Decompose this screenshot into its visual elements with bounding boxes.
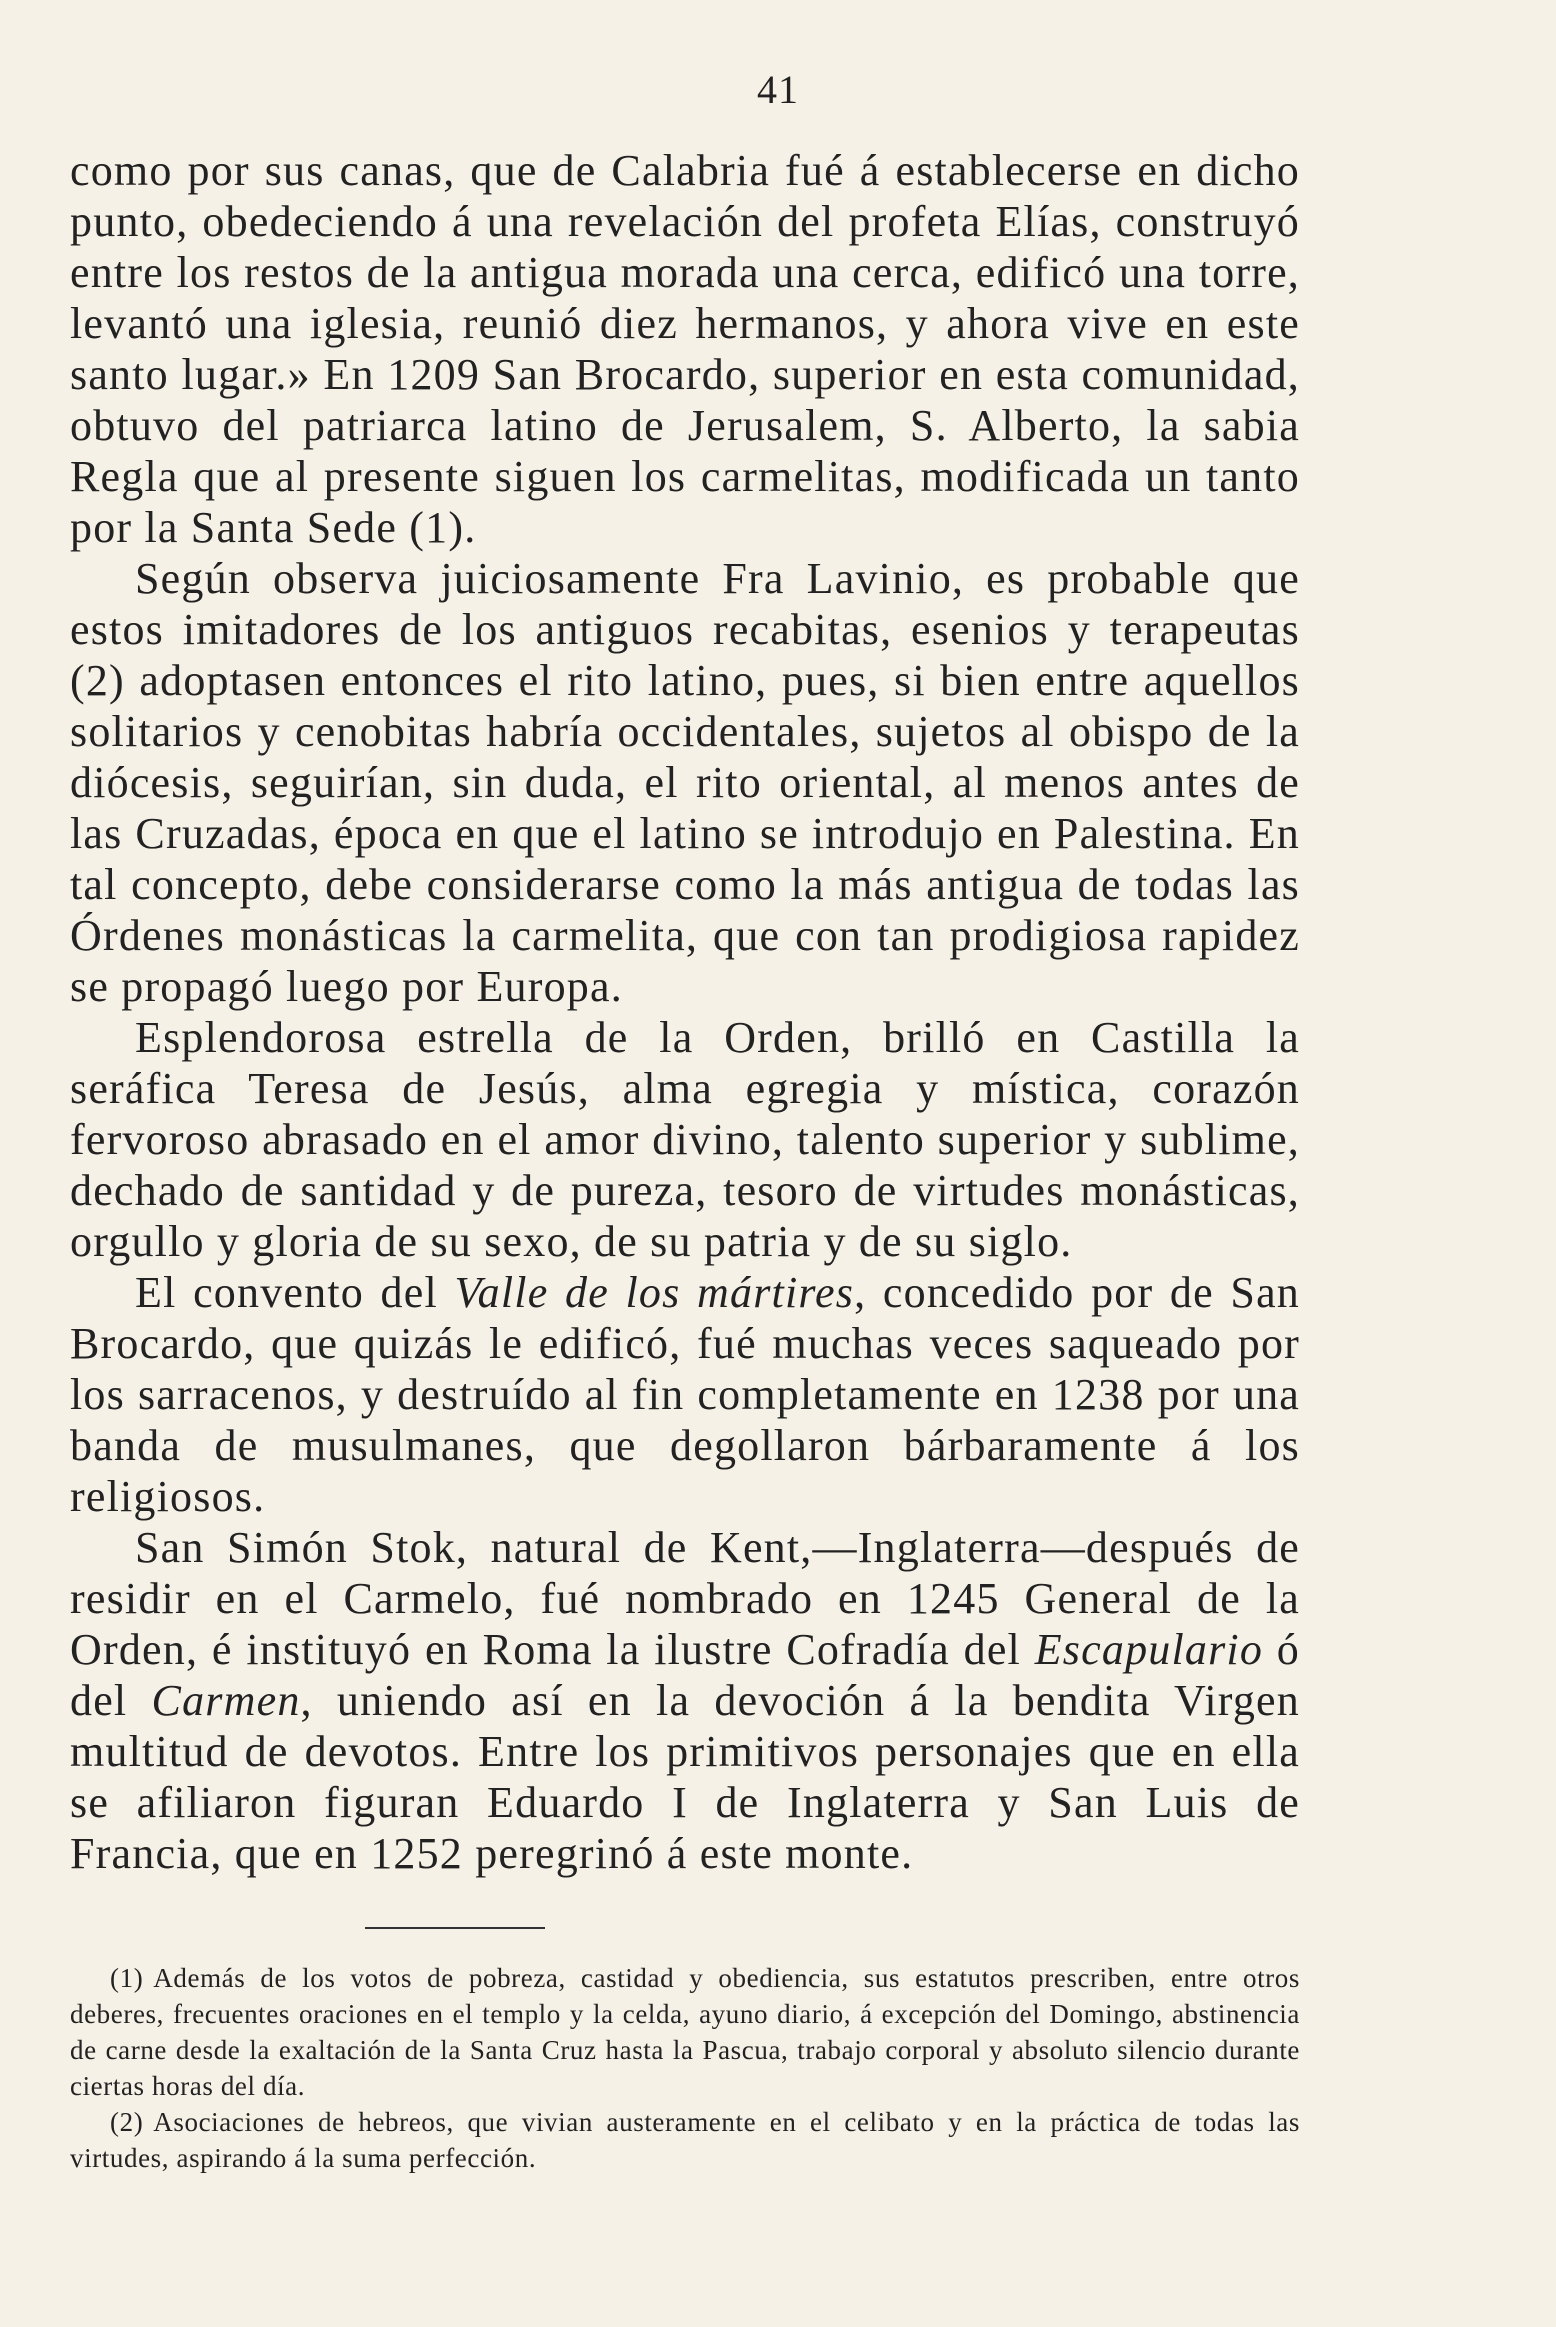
footnote-1-text: Además de los votos de pobreza, castidad y obediencia, sus estatutos prescriben, entre otros deberes, frecuentes oraciones en el templo y la celda, ayuno diario, á excepción del Domingo, abstinencia de carne desde la exaltación de la Santa Cruz hasta la Pascua, trabajo corporal y absoluto silencio durante ciertas horas del día. xyxy=(70,1963,1300,2101)
footnote-2-text: Asociaciones de hebreos, que vivian austeramente en el celibato y en la práctica de todas las virtudes, aspirando á la suma perfección. xyxy=(70,2107,1300,2173)
paragraph-5-italic: Escapulario xyxy=(1034,1625,1264,1674)
footnotes xyxy=(70,1960,1300,2176)
footnote-divider xyxy=(365,1927,545,1929)
paragraph-3: Esplendorosa estrella de la Orden, brilló en Castilla la seráfica Teresa de Jesús, alma egregia y mística, corazón fervoroso abrasado en el amor divino, talento superior y sublime, dechado de santidad y de pureza, tesoro de virtudes monásticas, orgullo y gloria de su sexo, de su patria y de su siglo. xyxy=(70,1013,1300,1266)
paragraph-1: como por sus canas, que de Calabria fué á establecerse en dicho punto, obedeciendo á una revelación del profeta Elías, construyó entre los restos de la antigua morada una cerca, edificó una torre, levantó una iglesia, reunió diez hermanos, y ahora vive en este santo lugar.» En 1209 San Brocardo, superior en esta comunidad, obtuvo del patriarca latino de Jerusalem, S. Alberto, la sabia Regla que al presente siguen los carmelitas, modificada un tanto por la Santa Sede (1). xyxy=(70,146,1300,552)
paragraph-5-italic-2: Carmen xyxy=(151,1676,301,1725)
body-text xyxy=(70,145,1300,1879)
paragraph-5-before: San Simón Stok, natural de Kent,—Inglaterra—después de residir en el Carmelo, fué nombrado en 1245 General de la Orden, é instituyó en Roma la ilustre Cofradía del xyxy=(70,1523,1300,1674)
footnote-1-marker: (1) xyxy=(110,1963,144,1993)
footnote-2-marker: (2) xyxy=(110,2107,144,2137)
page-number: 41 xyxy=(757,67,799,112)
paragraph-4-before: El convento del xyxy=(135,1268,455,1317)
paragraph-4 xyxy=(70,1267,1300,1522)
paragraph-5-after: , uniendo así en la devoción á la bendita Virgen multitud de devotos. Entre los primitivos personajes que en ella se afiliaron figuran Eduardo I de Inglaterra y San Luis de Francia, que en 1252 peregrinó á este monte. xyxy=(70,1676,1300,1878)
paragraph-2: Según observa juiciosamente Fra Lavinio, es probable que estos imitadores de los antiguos recabitas, esenios y terapeutas (2) adoptasen entonces el rito latino, pues, si bien entre aquellos solitarios y cenobitas habría occidentales, sujetos al obispo de la diócesis, seguirían, sin duda, el rito oriental, al menos antes de las Cruzadas, época en que el latino se introdujo en Palestina. En tal concepto, debe considerarse como la más antigua de todas las Órdenes monásticas la carmelita, que con tan prodigiosa rapidez se propagó luego por Europa. xyxy=(70,554,1300,1011)
paragraph-4-italic: Valle de los mártires xyxy=(454,1268,855,1317)
paragraph-5-middle: ó del xyxy=(70,1625,1300,1725)
paragraph-5 xyxy=(70,1522,1300,1879)
footnote-2 xyxy=(70,2104,1300,2176)
footnote-1 xyxy=(70,1960,1300,2104)
paragraph-4-after: , concedido por de San Brocardo, que quizás le edificó, fué muchas veces saqueado por los sarracenos, y destruído al fin completamente en 1238 por una banda de musulmanes, que degollaron bárbaramente á los religiosos. xyxy=(70,1268,1301,1521)
